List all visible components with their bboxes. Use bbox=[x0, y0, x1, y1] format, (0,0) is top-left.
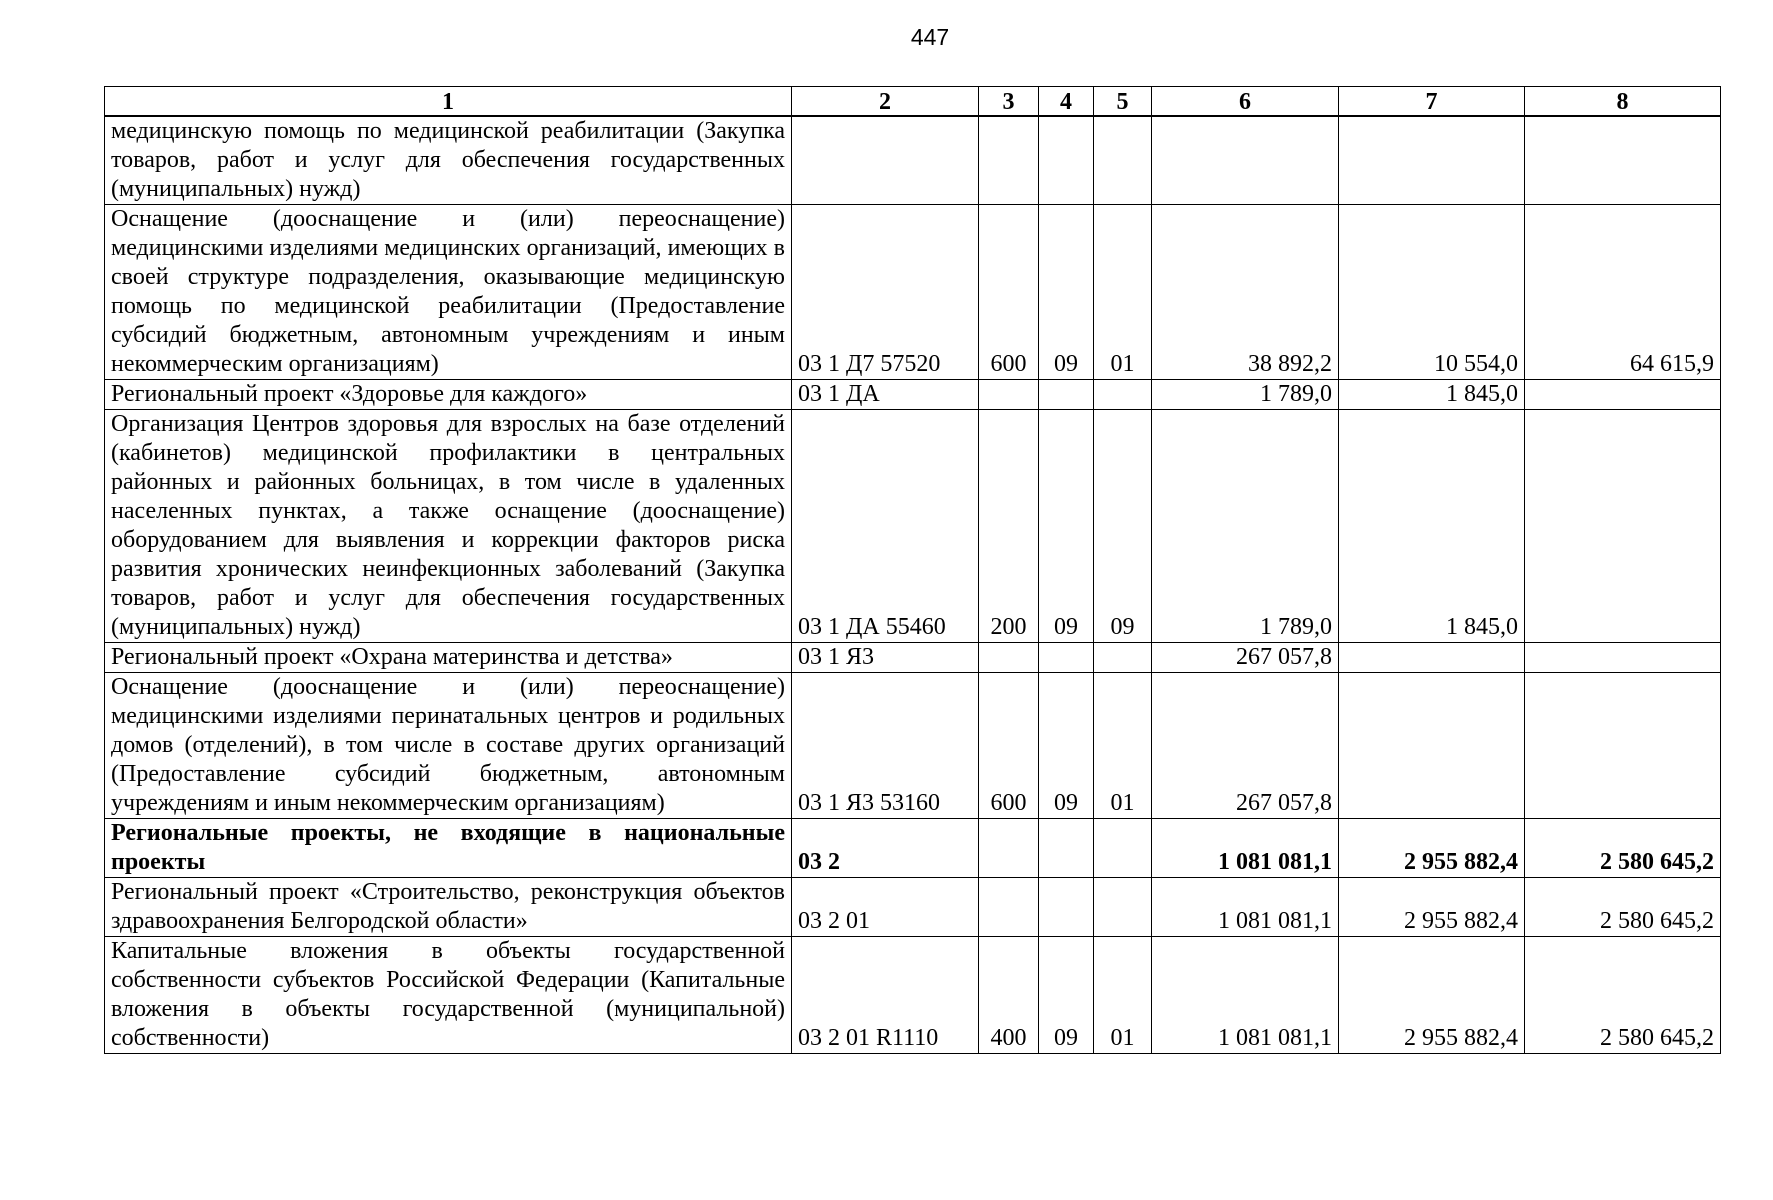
row-col-6: 267 057,8 bbox=[1152, 643, 1339, 673]
row-name: медицинскую помощь по медицинской реабилитации (Закупка товаров, работ и услуг для обеспечения государственных (муниципальных) нужд) bbox=[105, 116, 792, 205]
row-name: Оснащение (дооснащение и (или) переоснащение) медицинскими изделиями медицинских организаций, имеющих в своей структуре подразделения, оказывающие медицинскую помощь по медицинской реабилитации (Предоставление субсидий бюджетным, автономным учреждениям и иным некоммерческим организациям) bbox=[105, 205, 792, 380]
row-name: Оснащение (дооснащение и (или) переоснащение) медицинскими изделиями перинатальных центров и родильных домов (отделений), в том числе в составе других организаций (Предоставление субсидий бюджетным, автономным учреждениям и иным некоммерческим организациям) bbox=[105, 673, 792, 819]
row-col-8 bbox=[1525, 643, 1721, 673]
row-col-7: 1 845,0 bbox=[1339, 410, 1525, 643]
row-name: Региональные проекты, не входящие в национальные проекты bbox=[105, 819, 792, 878]
row-col-7: 2 955 882,4 bbox=[1339, 878, 1525, 937]
row-col-3 bbox=[979, 643, 1039, 673]
row-col-4: 09 bbox=[1039, 937, 1094, 1054]
row-col-5 bbox=[1094, 878, 1152, 937]
row-col-6: 1 789,0 bbox=[1152, 380, 1339, 410]
table-row bbox=[105, 937, 1721, 1054]
row-col-8: 64 615,9 bbox=[1525, 205, 1721, 380]
row-name: Капитальные вложения в объекты государственной собственности субъектов Российской Федерации (Капитальные вложения в объекты государственной (муниципальной) собственности) bbox=[105, 937, 792, 1054]
row-col-6 bbox=[1152, 116, 1339, 205]
row-col-8: 2 580 645,2 bbox=[1525, 937, 1721, 1054]
row-col-7: 10 554,0 bbox=[1339, 205, 1525, 380]
table-row bbox=[105, 205, 1721, 380]
row-col-3: 200 bbox=[979, 410, 1039, 643]
header-col-7: 7 bbox=[1339, 87, 1525, 117]
table-row bbox=[105, 878, 1721, 937]
table-row bbox=[105, 673, 1721, 819]
row-code bbox=[792, 116, 979, 205]
row-col-3 bbox=[979, 878, 1039, 937]
row-col-6: 267 057,8 bbox=[1152, 673, 1339, 819]
row-name: Организация Центров здоровья для взрослых на базе отделений (кабинетов) медицинской профилактики в центральных районных и районных больницах, в том числе в удаленных населенных пунктах, а также оснащение (дооснащение) оборудованием для выявления и коррекции факторов риска развития хронических неинфекционных заболеваний (Закупка товаров, работ и услуг для обеспечения государственных (муниципальных) нужд) bbox=[105, 410, 792, 643]
row-col-5: 01 bbox=[1094, 937, 1152, 1054]
row-name: Региональный проект «Охрана материнства и детства» bbox=[105, 643, 792, 673]
row-code: 03 2 bbox=[792, 819, 979, 878]
page-number: 447 bbox=[910, 24, 950, 50]
row-col-6: 1 081 081,1 bbox=[1152, 878, 1339, 937]
row-col-3 bbox=[979, 380, 1039, 410]
row-col-5: 01 bbox=[1094, 673, 1152, 819]
row-col-7: 1 845,0 bbox=[1339, 380, 1525, 410]
row-code: 03 2 01 R1110 bbox=[792, 937, 979, 1054]
table-body bbox=[105, 116, 1721, 1054]
row-col-7: 2 955 882,4 bbox=[1339, 937, 1525, 1054]
row-col-8 bbox=[1525, 673, 1721, 819]
row-col-6: 1 081 081,1 bbox=[1152, 819, 1339, 878]
header-col-6: 6 bbox=[1152, 87, 1339, 117]
table-row bbox=[105, 380, 1721, 410]
row-col-4: 09 bbox=[1039, 673, 1094, 819]
row-col-7 bbox=[1339, 116, 1525, 205]
row-col-3: 600 bbox=[979, 205, 1039, 380]
row-col-8: 2 580 645,2 bbox=[1525, 819, 1721, 878]
header-col-2: 2 bbox=[792, 87, 979, 117]
table-row bbox=[105, 819, 1721, 878]
row-col-3: 600 bbox=[979, 673, 1039, 819]
row-col-5 bbox=[1094, 643, 1152, 673]
row-name: Региональный проект «Строительство, реконструкция объектов здравоохранения Белгородской области» bbox=[105, 878, 792, 937]
row-col-8 bbox=[1525, 116, 1721, 205]
row-col-8: 2 580 645,2 bbox=[1525, 878, 1721, 937]
row-col-4 bbox=[1039, 643, 1094, 673]
table-row bbox=[105, 643, 1721, 673]
row-code: 03 1 Д7 57520 bbox=[792, 205, 979, 380]
row-code: 03 1 ДА 55460 bbox=[792, 410, 979, 643]
table-row bbox=[105, 116, 1721, 205]
row-col-3: 400 bbox=[979, 937, 1039, 1054]
row-code: 03 1 ДА bbox=[792, 380, 979, 410]
header-col-3: 3 bbox=[979, 87, 1039, 117]
row-col-7: 2 955 882,4 bbox=[1339, 819, 1525, 878]
row-col-5: 09 bbox=[1094, 410, 1152, 643]
row-col-8 bbox=[1525, 410, 1721, 643]
row-code: 03 1 Я3 bbox=[792, 643, 979, 673]
row-col-6: 1 081 081,1 bbox=[1152, 937, 1339, 1054]
header-col-1: 1 bbox=[105, 87, 792, 117]
row-col-4: 09 bbox=[1039, 410, 1094, 643]
row-col-5 bbox=[1094, 116, 1152, 205]
row-col-5: 01 bbox=[1094, 205, 1152, 380]
row-col-6: 1 789,0 bbox=[1152, 410, 1339, 643]
row-col-3 bbox=[979, 116, 1039, 205]
row-col-4: 09 bbox=[1039, 205, 1094, 380]
row-code: 03 1 Я3 53160 bbox=[792, 673, 979, 819]
row-col-7 bbox=[1339, 643, 1525, 673]
row-col-5 bbox=[1094, 380, 1152, 410]
row-col-3 bbox=[979, 819, 1039, 878]
row-code: 03 2 01 bbox=[792, 878, 979, 937]
row-name: Региональный проект «Здоровье для каждого» bbox=[105, 380, 792, 410]
row-col-4 bbox=[1039, 380, 1094, 410]
row-col-7 bbox=[1339, 673, 1525, 819]
header-col-5: 5 bbox=[1094, 87, 1152, 117]
header-col-4: 4 bbox=[1039, 87, 1094, 117]
table-row bbox=[105, 410, 1721, 643]
row-col-5 bbox=[1094, 819, 1152, 878]
row-col-8 bbox=[1525, 380, 1721, 410]
row-col-4 bbox=[1039, 116, 1094, 205]
row-col-6: 38 892,2 bbox=[1152, 205, 1339, 380]
row-col-4 bbox=[1039, 878, 1094, 937]
row-col-4 bbox=[1039, 819, 1094, 878]
budget-table bbox=[104, 86, 1721, 1054]
table-header-row bbox=[105, 87, 1721, 117]
header-col-8: 8 bbox=[1525, 87, 1721, 117]
